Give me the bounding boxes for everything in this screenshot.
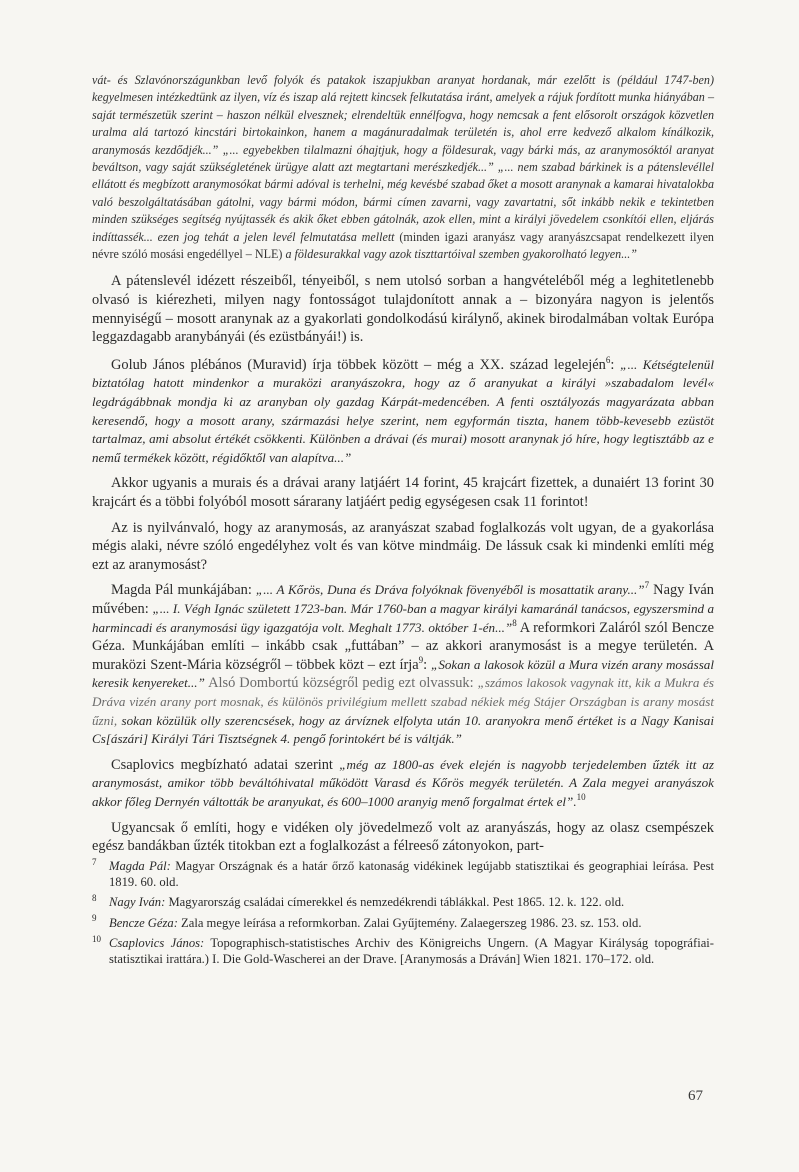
- para5-quote-dombortu: „számos lakosok vagynak itt, kik a Mukra és Dráva vizén arany port mosnak, és különös privilégium mellett szabad nékiek még Stájer Országban is arany mosást űzni,: [92, 675, 715, 728]
- main-text: [92, 72, 714, 856]
- footnote-text: Magyarország családai címerekkel és nemzedékrendi táblákkal. Pest 1865. 12. k. 122. old.: [165, 895, 625, 910]
- footnote-9: 9 Bencze Géza: Zala megye leírása a reformkorban. Zalai Gyűjtemény. Zalaegerszeg 1986. 23. sz. 153. old.: [92, 913, 642, 930]
- footnote-ref-6: 6: [605, 355, 611, 366]
- footnote-ref-7: 7: [644, 580, 650, 591]
- para5-quote-nagy: „... I. Végh Ignác született 1723-ban. Már 1760-ban a magyar királyi kamaránál tanácsos, egyszersmind a harmincadi és aranymosási ügy igazgatója volt. Meghalt 1773. október 1-én...”: [92, 600, 714, 635]
- footnote-8: 8 Nagy Iván: Magyarország családai címerekkel és nemzedékrendi táblákkal. Pest 1865. 12. k. 122. old.: [92, 893, 625, 910]
- para2-colon: :: [610, 356, 621, 373]
- para5-quote-magda: „... A Kőrös, Duna és Dráva folyóknak fövenyéből is mosattatik arany...”: [255, 582, 645, 598]
- para2-quote: „... Kétségtelenül biztatólag hatott mindenkor a muraközi aranyászokra, hogy az ő aranyukat a királyi »szabadalom levél« legdrágábbnak mondja ki az aranyban oly gazdag Kárpát-medencében. A fenti osztályozás magyarázata abban keresendő, hogy a mosott arany, származási helye szerint, nem egyformán tiszta, hanem több-kevesebb ezüstöt tartalmaz, ami absolut értékét csökkenti. Különben a drávai (és murai) mosott aranynak jó híre, hogy legtisztább az e nemű termékek között, régidőktől van alapítva...”: [92, 356, 714, 465]
- quote-insert: (minden igazi aranyász vagy aranyászcsapat rendelkezett ilyen névre szóló mosási engedéllyel – NLE): [92, 229, 714, 262]
- paragraph-2: [92, 356, 714, 468]
- quote-end: a földesurakkal vagy azok tiszttartóival szemben gyakorolható legyen...”: [285, 247, 638, 262]
- para5-quote-mura: „Sokan a lakosok közül a Mura vizén arany mosással keresik kenyereket...”: [92, 656, 714, 691]
- footnote-text: Zala megye leírása a reformkorban. Zalai Gyűjtemény. Zalaegerszeg 1986. 23. sz. 153. old.: [177, 915, 642, 930]
- footnote-ref-8: 8: [512, 617, 517, 628]
- para5-c: Nagy Iván művében:: [92, 582, 714, 617]
- para5-a: Magda Pál munkájában:: [111, 582, 256, 599]
- quote-text: vát- és Szlavónországunkban levő folyók és patakok iszapjukban aranyat hordanak, már ezelőtt is (például 1747-ben) kegyelmesen intézkedtünk az ilyen, víz és iszap alá rejtett kincsek felkutatása iránt, amelyek a rájuk fordított munka hiányában – saját természetük szerint – haszon nélkül elvesznek; elrendeltük ennélfogva, hogy nemcsak a fent elősorolt országok közvetlen uralma alá tartozó kincstári birtokainkon, hanem a magánuradalmak területén is, ahol erre kedvező alkalom kínálkozik, aranymosás kezdődjék...” „... egyebekben tilalmazni óhajtjuk, hogy a földesurak, vagy bárki más, az aranymosóktól aranyat beváltson, vagy saját szükségletének ürügye alatt azt megtartani merészkedjék...” „... nem szabad bárkinek is a pátenslevéllel ellátott és megbízott aranymosókat bármi adóval is terhelni, még kevésbé szabad őket a mosott aranynak a kamarai hivatalokba való beszolgáltatásában gátolni, vagy bármi módon, bármi címen zavarni, vagy zavartatni, sőt inkább nekik e tekintetben minden szükséges segítség nyújtassék és akik őket ebben gátolnák, azok ellen, mint a királyi jövedelem csonkítói ellen, eljárás indíttassék... ezen jog tehát a jelen levél felmutatása mellett: [92, 73, 714, 244]
- para5-faded: Alsó Dombortú községről pedig ezt olvassuk:: [204, 675, 478, 692]
- paragraph-1: A pátenslevél idézett részeiből, tényeiből, s nem utolsó sorban a hangvételéből még a leghitetlenebb olvasó is kiérezheti, milyen nagy fontosságot tulajdonított annak a – bizonyára nagyon is jelentős mennyiségű – mosott aranynak az a gyakorlati gondolkodású királynő, akinek birodalmában voltak Európa leggazdagabb aranybányái (és ezüstbányái!) is.: [92, 273, 714, 346]
- footnote-7: 7 Magda Pál: Magyar Országnak és a határ őrző katonaság vidékinek legújabb statisztikai és geographiai leírása. Pest 1819. 60. old.: [92, 856, 715, 890]
- page-number: 67: [688, 1088, 703, 1104]
- paragraph-3: Akkor ugyanis a murais és a drávai arany latjáért 14 forint, 45 krajcárt fizettek, a dunaiért 13 forint 30 krajcárt és a többi folyóból mosott sáraranу latjáért pedig egységesen csak 11 forintot!: [92, 475, 714, 510]
- footnote-ref-9: 9: [418, 654, 424, 665]
- footnote-author: Magda Pál:: [109, 859, 171, 873]
- paragraph-7: Ugyancsak ő említi, hogy e vidéken oly jövedelmező volt az aranyászás, hogy az olasz csempészek egész bandákban űzték titokban ezt a foglalkozást a félreeső zátonyokon, part-: [92, 819, 714, 855]
- para5-quote-end: sokan közülük olly szerencsések, hogy az árvíznek elfolyta után 10. aranyokra menő értéket is a Nagy Kanisai Cs[ászári] Királyi Tári Tisztségnek 4. pengő forintokért bé is váltják.”: [92, 712, 714, 747]
- footnote-ref-10: 10: [576, 792, 586, 803]
- footnotes: [92, 858, 714, 971]
- paragraph-4: Az is nyilvánvaló, hogy az aranymosás, az aranyászat szabad foglalkozás volt ugyan, de a gyakorlása mégis alaki, névre szóló engedélyhez volt és van kötve mindmáig. De lássuk csak ki mindenki említi még ezt az aranymosást?: [92, 519, 714, 573]
- footnote-author: Bencze Géza:: [109, 915, 178, 930]
- para6-a: Csaplovics megbízható adatai szerint: [111, 756, 340, 773]
- paragraph-6: [92, 756, 714, 812]
- para2-text: Golub János plébános (Muravid) írja többek között – még a XX. század legelején: [111, 356, 606, 373]
- para6-quote: „még az 1800-as évek elején is nagyobb terjedelemben űzték itt az aranymosást, amikor több beváltóhivatal működött Varasd és Kőrös megyék területén. A Zala megyei aranyászok akkor főleg Dernyén váltották be aranyukat, és 600–1000 aranyig menő forgalmat értek el”.: [92, 756, 714, 809]
- footnote-author: Csaplovics János:: [109, 935, 205, 950]
- quote-block: [92, 72, 714, 263]
- para5-f: :: [423, 656, 432, 673]
- paragraph-5: [92, 581, 714, 748]
- footnote-10: 10 Csaplovics János: Topographisch-statistisches Archiv des Königreichs Ungern. (A Magyar Királyság topográfiai-statisztikai irattára.) I. Die Gold-Wascherei an der Drave. [Aranymosás a Dráván] Wien 1821. 170–172. old.: [92, 933, 714, 967]
- footnote-text: Topographisch-statistisches Archiv des Königreichs Ungern. (A Magyar Királyság topográfiai-statisztikai irattára.) I. Die Gold-Wascherei an der Drave. [Aranymosás a Dráván] Wien 1821. 170–172. old.: [109, 935, 714, 967]
- footnote-author: Nagy Iván:: [109, 895, 166, 910]
- para5-e: A reformkori Zaláról szól Bencze Géza. Munkájában említi – inkább csak „futtában” – az akkori aranymosást is a megye területén. A muraközi Szent-Mária községről – többek közt – ezt írja: [92, 619, 714, 673]
- footnote-text: Magyar Országnak és a határ őrző katonaság vidékinek legújabb statisztikai és geographiai leírása. Pest 1819. 60. old.: [109, 859, 715, 890]
